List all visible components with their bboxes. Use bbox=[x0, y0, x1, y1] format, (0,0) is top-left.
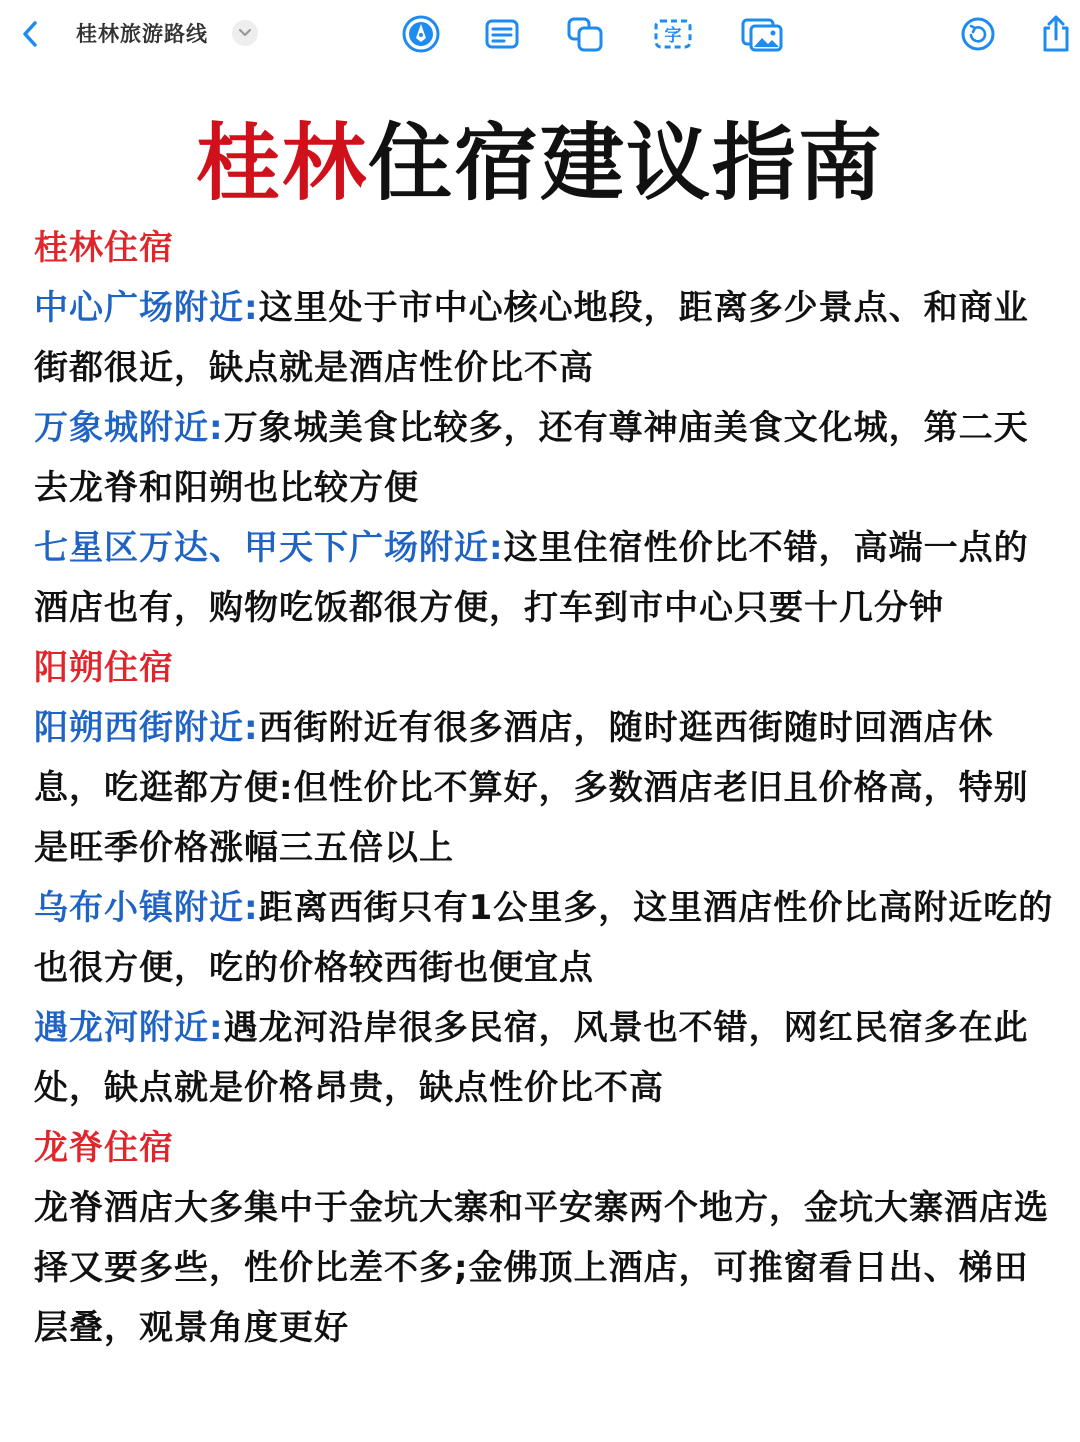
share-icon bbox=[1038, 14, 1074, 54]
item-label: 乌布小镇附近: bbox=[34, 888, 259, 928]
undo-icon bbox=[958, 14, 998, 54]
chevron-down-icon bbox=[238, 28, 252, 38]
item-label: 七星区万达、甲天下广场附近: bbox=[34, 528, 504, 568]
back-button[interactable] bbox=[10, 14, 50, 54]
title-dropdown-button[interactable] bbox=[232, 20, 258, 46]
list-item bbox=[34, 998, 1054, 1118]
share-button[interactable] bbox=[1036, 14, 1076, 54]
list-item bbox=[34, 278, 1054, 398]
media-button[interactable] bbox=[740, 14, 784, 54]
pen-icon bbox=[401, 14, 441, 54]
note-content[interactable] bbox=[34, 218, 1054, 1358]
svg-text:字: 字 bbox=[664, 26, 682, 46]
page-title-main: 住宿建议指南 bbox=[368, 113, 885, 212]
markup-button[interactable] bbox=[399, 14, 443, 54]
item-text: 万象城美食比较多，还有尊神庙美食文化城，第二天去龙脊和阳朔也比较方便 bbox=[34, 408, 1029, 508]
page-title-accent: 桂林 bbox=[195, 113, 368, 212]
item-label: 遇龙河附近: bbox=[34, 1008, 224, 1048]
shape-button[interactable] bbox=[563, 14, 607, 54]
textbox-icon bbox=[652, 14, 694, 54]
item-text: 龙脊酒店大多集中于金坑大寨和平安寨两个地方，金坑大寨酒店选择又要多些，性价比差不多;金佛顶上酒店，可推窗看日出、梯田层叠，观景角度更好 bbox=[34, 1188, 1049, 1348]
item-label: 中心广场附近: bbox=[34, 288, 259, 328]
section-title: 桂林住宿 bbox=[34, 228, 174, 268]
text-format-icon bbox=[482, 14, 522, 54]
section-title: 阳朔住宿 bbox=[34, 648, 174, 688]
document-title[interactable]: 桂林旅游路线 bbox=[76, 22, 208, 46]
media-icon bbox=[740, 14, 784, 54]
text-format-button[interactable] bbox=[480, 14, 524, 54]
item-text: 遇龙河沿岸很多民宿，风景也不错，网红民宿多在此处，缺点就是价格昂贵，缺点性价比不高 bbox=[34, 1008, 1029, 1108]
top-toolbar bbox=[0, 0, 1080, 70]
item-text: 距离西街只有1公里多，这里酒店性价比高附近吃的也很方便，吃的价格较西街也便宜点 bbox=[34, 888, 1054, 988]
list-item bbox=[34, 518, 1054, 638]
item-label: 阳朔西街附近: bbox=[34, 708, 259, 748]
section-title: 龙脊住宿 bbox=[34, 1128, 174, 1168]
item-text: 西街附近有很多酒店，随时逛西街随时回酒店休息，吃逛都方便:但性价比不算好，多数酒店老旧且价格高，特别是旺季价格涨幅三五倍以上 bbox=[34, 708, 1029, 868]
chevron-left-icon bbox=[18, 19, 42, 49]
item-label: 万象城附近: bbox=[34, 408, 224, 448]
undo-button[interactable] bbox=[956, 14, 1000, 54]
page-title bbox=[0, 108, 1080, 218]
textbox-button[interactable] bbox=[651, 14, 695, 54]
list-item bbox=[34, 1178, 1054, 1358]
item-text: 这里住宿性价比不错，高端一点的酒店也有，购物吃饭都很方便，打车到市中心只要十几分钟 bbox=[34, 528, 1029, 628]
shape-icon bbox=[565, 14, 605, 54]
item-text: 这里处于市中心核心地段，距离多少景点、和商业街都很近，缺点就是酒店性价比不高 bbox=[34, 288, 1029, 388]
list-item bbox=[34, 878, 1054, 998]
list-item bbox=[34, 698, 1054, 878]
list-item bbox=[34, 398, 1054, 518]
